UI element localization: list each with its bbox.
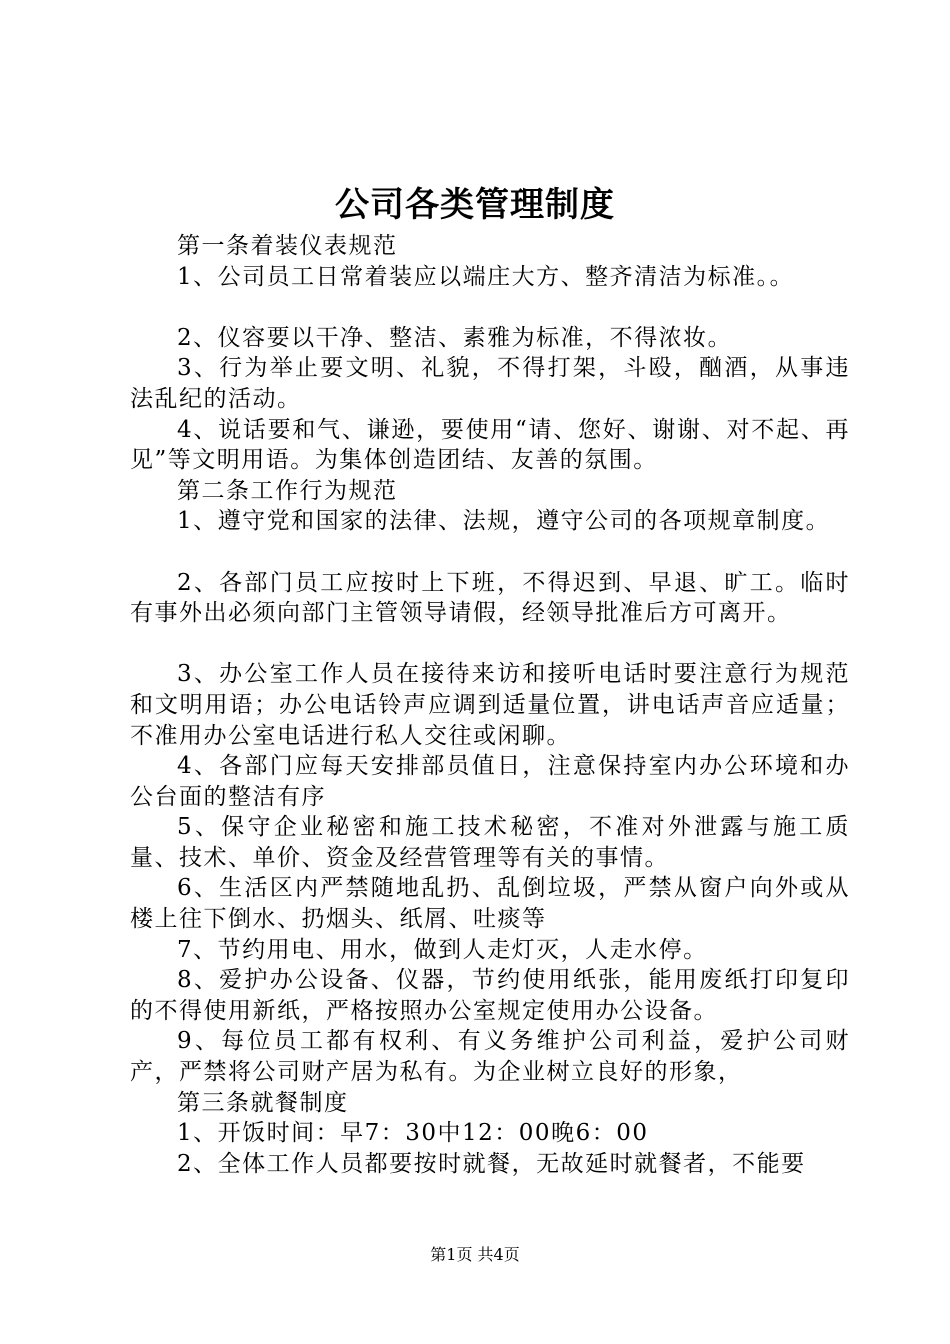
paragraph: 2、仪容要以干净、整洁、素雅为标准，不得浓妆。 — [177, 324, 733, 351]
paragraph: 3、行为举止要文明、礼貌，不得打架，斗殴，酗酒，从事违法乱纪的活动。 — [130, 355, 850, 412]
document-body — [130, 231, 850, 1179]
paragraph: 8、爱护办公设备、仪器，节约使用纸张，能用废纸打印复印的不得使用新纸，严格按照办公室规定使用办公设备。 — [130, 967, 850, 1024]
paragraph: 4、各部门应每天安排部员值日，注意保持室内办公环境和办公台面的整洁有序 — [130, 753, 850, 810]
paragraph: 2、全体工作人员都要按时就餐，无故延时就餐者，不能要 — [177, 1150, 806, 1177]
paragraph: 5、保守企业秘密和施工技术秘密，不准对外泄露与施工质量、技术、单价、资金及经营管理等有关的事情。 — [130, 814, 850, 871]
paragraph: 1、遵守党和国家的法律、法规，遵守公司的各项规章制度。 — [177, 508, 831, 535]
paragraph: 2、各部门员工应按时上下班，不得迟到、早退、旷工。临时有事外出必须向部门主管领导请假，经领导批准后方可离开。 — [130, 569, 850, 627]
paragraph: 6、生活区内严禁随地乱扔、乱倒垃圾，严禁从窗户向外或从楼上往下倒水、扔烟头、纸屑、吐痰等 — [130, 875, 850, 933]
section-heading: 第一条着装仪表规范 — [177, 233, 398, 259]
paragraph: 1、开饭时间：早7：30中12：00晚6：00 — [177, 1120, 649, 1147]
page-footer: 第1页 共4页 — [430, 1245, 520, 1264]
paragraph: 1、公司员工日常着装应以端庄大方、整齐清洁为标准。。 — [177, 263, 795, 290]
paragraph: 3、办公室工作人员在接待来访和接听电话时要注意行为规范和文明用语；办公电话铃声应调到适量位置，讲电话声音应适量；不准用办公室电话进行私人交往或闲聊。 — [130, 661, 850, 749]
section-heading: 第三条就餐制度 — [177, 1089, 349, 1116]
paragraph: 7、节约用电、用水，做到人走灯灭，人走水停。 — [177, 936, 708, 963]
paragraph: 4、说话要和气、谦逊，要使用“请、您好、谢谢、对不起、再见”等文明用语。为集体创造团结、友善的氛围。 — [130, 416, 850, 474]
section-heading: 第二条工作行为规范 — [177, 477, 398, 504]
paragraph: 9、每位员工都有权利、有义务维护公司利益，爱护公司财产，严禁将公司财产居为私有。为企业树立良好的形象， — [130, 1028, 850, 1086]
document-title: 公司各类管理制度 — [335, 185, 615, 225]
